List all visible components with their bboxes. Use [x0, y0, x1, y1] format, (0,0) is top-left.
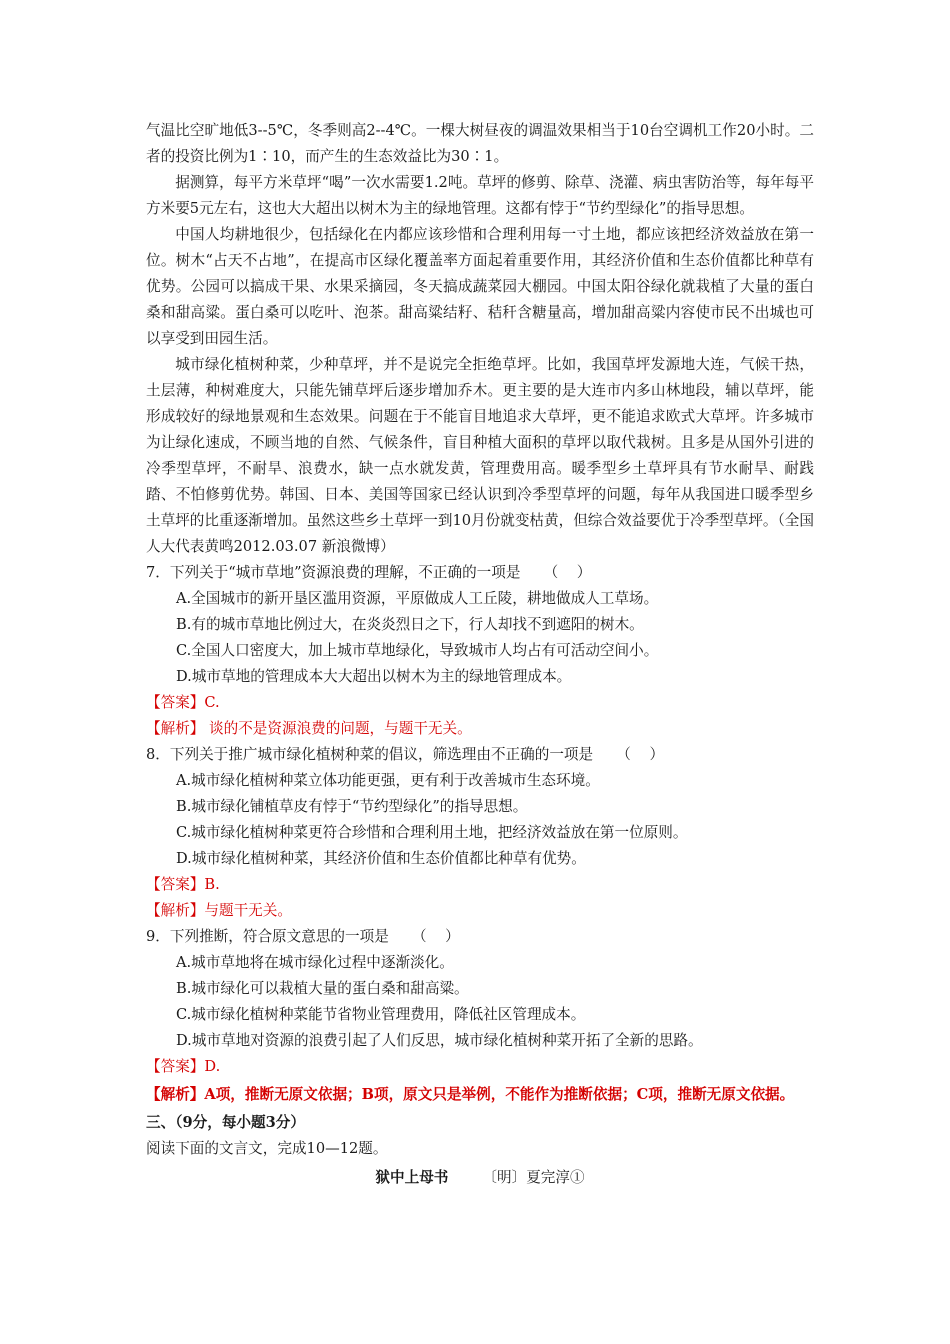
answer-line: [146, 1054, 814, 1080]
answer-value: D.: [204, 1058, 221, 1075]
document-page: [146, 118, 814, 1194]
option-b: B.城市绿化铺植草皮有悖于“节约型绿化”的指导思想。: [176, 798, 528, 815]
option-c: C.全国人口密度大，加上城市草地绿化，导致城市人均占有可活动空间小。: [176, 642, 659, 659]
option-d: D.城市草地对资源的浪费引起了人们反思，城市绿化植树种菜开拓了全新的思路。: [176, 1032, 703, 1049]
passage-paragraph-2: 据测算，每平方米草坪“喝”一次水需要1.2吨。草坪的修剪、除草、浇灌、病虫害防治等，每年每平方米要5元左右，这也大大超出以树木为主的绿地管理。这都有悖于“节约型绿化”的指导思想。: [146, 174, 814, 217]
option-b: B.城市绿化可以栽植大量的蛋白桑和甜高粱。: [176, 980, 469, 997]
option-d: D.城市草地的管理成本大大超出以树木为主的绿地管理成本。: [176, 668, 572, 685]
question-7: [146, 560, 814, 742]
text-author: 〔明〕夏完淳①: [482, 1169, 585, 1186]
analysis-tag: 【解析】: [146, 720, 205, 737]
analysis-tag: 【解析】: [146, 1086, 205, 1103]
option-a: A.城市草地将在城市绿化过程中逐渐淡化。: [176, 954, 454, 971]
option-d: D.城市绿化植树种菜，其经济价值和生态价值都比种草有优势。: [176, 850, 586, 867]
analysis-text: A项，推断无原文依据；B项，原文只是举例，不能作为推断依据；C项，推断无原文依据。: [204, 1086, 795, 1103]
question-stem: 9．下列推断，符合原文意思的一项是 （ ）: [146, 928, 460, 945]
option-c: C.城市绿化植树种菜能节省物业管理费用，降低社区管理成本。: [176, 1006, 586, 1023]
answer-value: B.: [204, 876, 220, 893]
passage-paragraph-1: 气温比空旷地低3--5℃，冬季则高2--4℃。一棵大树昼夜的调温效果相当于10台空调机工作20小时。二者的投资比例为1∶10，而产生的生态效益比为30∶1。: [146, 122, 814, 165]
option-b: B.有的城市草地比例过大，在炎炎烈日之下，行人却找不到遮阳的树木。: [176, 616, 644, 633]
passage-paragraph-4: 城市绿化植树种菜，少种草坪，并不是说完全拒绝草坪。比如，我国草坪发源地大连，气候干热，土层薄，种树难度大，只能先铺草坪后逐步增加乔木。更主要的是大连市内多山林地段，辅以草坪，能形成较好的绿地景观和生态效果。问题在于不能盲目地追求大草坪，更不能追求欧式大草坪。许多城市为让绿化速成，不顾当地的自然、气候条件，盲目种植大面积的草坪以取代栽树。且多是从国外引进的冷季型草坪，不耐旱、浪费水，缺一点水就发黄，管理费用高。暖季型乡土草坪具有节水耐旱、耐践踏、不怕修剪优势。韩国、日本、美国等国家已经认识到冷季型草坪的问题，每年从我国进口暖季型乡土草坪的比重逐渐增加。虽然这些乡土草坪一到10月份就变枯黄，但综合效益要优于冷季型草坪。（全国人大代表黄鸣2012.03.07 新浪微博）: [146, 356, 814, 555]
answer-tag: 【答案】: [146, 876, 205, 893]
section-heading: 三、（9分，每小题3分）: [146, 1114, 305, 1131]
text-title: 狱中上母书: [375, 1169, 449, 1186]
passage-paragraph-3: 中国人均耕地很少，包括绿化在内都应该珍惜和合理利用每一寸土地，都应该把经济效益放在第一位。树木“占天不占地”，在提高市区绿化覆盖率方面起着重要作用，其经济价值和生态价值都比种草有优势。公园可以搞成干果、水果采摘园，冬天搞成蔬菜园大棚园。中国太阳谷绿化就栽植了大量的蛋白桑和甜高粱。蛋白桑可以吃叶、泡茶。甜高粱结籽、秸秆含糖量高，增加甜高粱内容使市民不出城也可以享受到田园生活。: [146, 226, 814, 347]
analysis-line: [146, 1080, 814, 1110]
question-stem: 7．下列关于“城市草地”资源浪费的理解，不正确的一项是 （ ）: [146, 564, 592, 581]
option-a: A.全国城市的新开垦区滥用资源，平原做成人工丘陵，耕地做成人工草场。: [176, 590, 659, 607]
question-stem: 8．下列关于推广城市绿化植树种菜的倡议，筛选理由不正确的一项是 （ ）: [146, 746, 665, 763]
analysis-line: [146, 716, 814, 742]
answer-line: [146, 872, 814, 898]
question-8: [146, 742, 814, 924]
analysis-line: [146, 898, 814, 924]
answer-line: [146, 690, 814, 716]
option-c: C.城市绿化植树种菜更符合珍惜和合理利用土地，把经济效益放在第一位原则。: [176, 824, 688, 841]
analysis-text: 谈的不是资源浪费的问题，与题干无关。: [204, 720, 472, 737]
question-9: [146, 924, 814, 1110]
classical-text-title: [146, 1162, 814, 1194]
answer-tag: 【答案】: [146, 694, 205, 711]
section-instruction: 阅读下面的文言文，完成10—12题。: [146, 1140, 388, 1157]
option-a: A.城市绿化植树种菜立体功能更强，更有利于改善城市生态环境。: [176, 772, 600, 789]
analysis-text: 与题干无关。: [204, 902, 292, 919]
analysis-tag: 【解析】: [146, 902, 205, 919]
answer-value: C.: [204, 694, 220, 711]
answer-tag: 【答案】: [146, 1058, 205, 1075]
